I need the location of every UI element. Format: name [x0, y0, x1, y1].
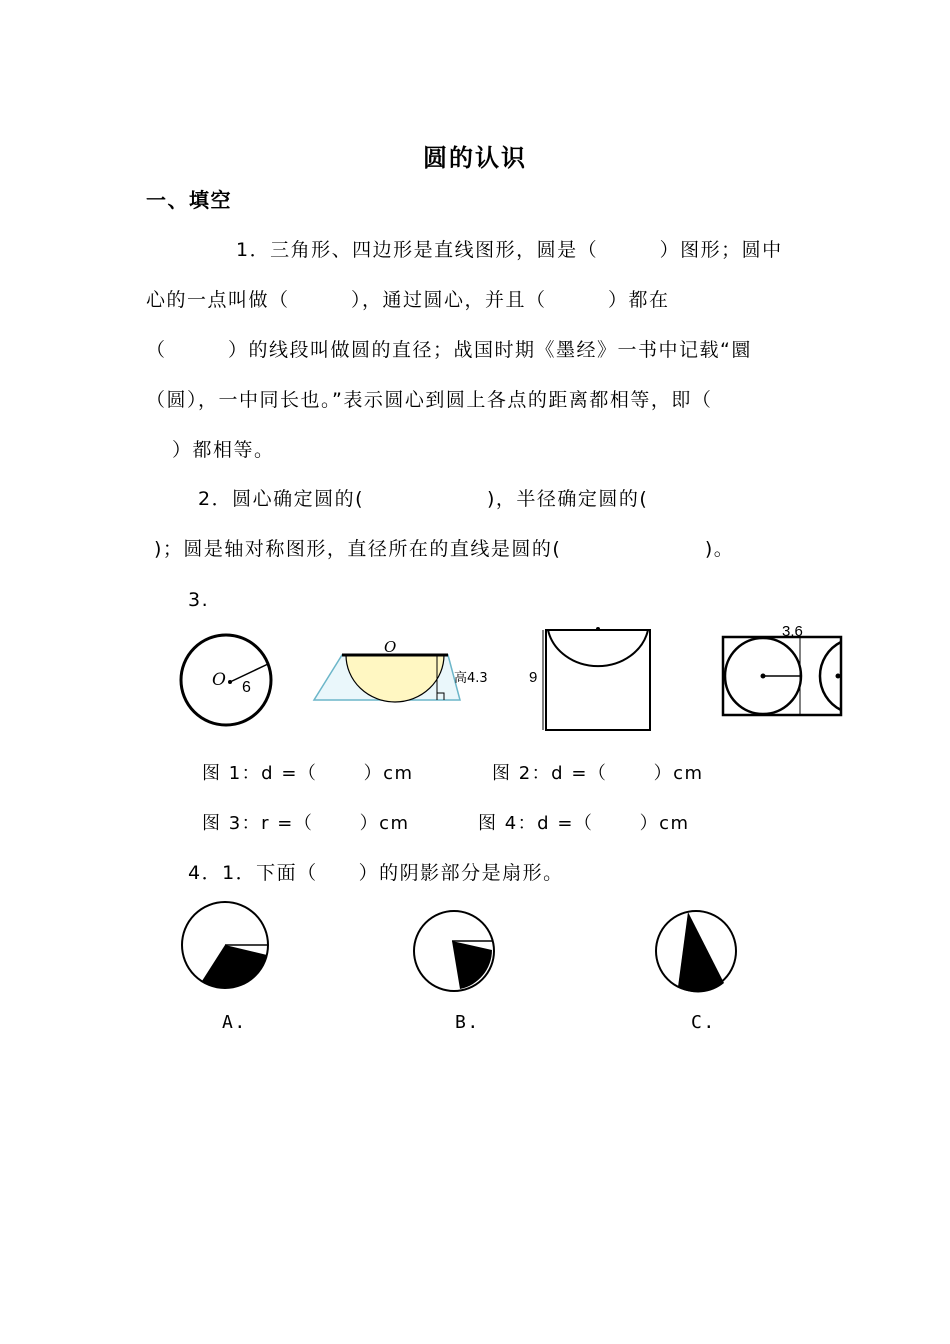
section-heading: 一、填空 — [146, 188, 232, 212]
figure-2-center-label: O — [384, 638, 397, 656]
q1-line-4: （圆），一中同长也。”表示圆心到圆上各点的距离都相等，即（ — [146, 389, 713, 411]
option-c-circle — [652, 908, 742, 994]
figure-2-trapezoid — [312, 638, 502, 708]
q1-line-3: （ ）的线段叫做圆的直径；战国时期《墨经》一书中记载“圜 — [146, 339, 752, 361]
q4-text: 4．1．下面（ ）的阴影部分是扇形。 — [188, 862, 564, 884]
figure-3-side-label: 9 — [529, 669, 538, 686]
figure-4-top-label: 3.6 — [782, 623, 803, 640]
figure-2-height-label: 高4.3 — [454, 671, 488, 686]
option-c-label: C. — [691, 1012, 716, 1033]
figure-3-answer: 图 3：r =（ ）cm — [202, 813, 410, 834]
q1-line-2: 心的一点叫做（ ），通过圆心，并且（ ）都在 — [146, 289, 670, 311]
option-a-label: A. — [222, 1012, 247, 1033]
figure-1-circle — [178, 630, 278, 730]
q2-line-1: 2．圆心确定圆的( )，半径确定圆的( — [198, 488, 649, 510]
figure-1-center-label: O — [212, 670, 226, 690]
page-title: 圆的认识 — [423, 144, 527, 172]
option-b-circle — [410, 910, 500, 994]
figure-1-answer: 图 1：d =（ ）cm — [202, 763, 414, 784]
q3-number: 3. — [188, 589, 210, 611]
figure-4-rectangle — [718, 620, 848, 720]
option-a-circle — [178, 898, 272, 992]
figure-2-answer: 图 2：d =（ ）cm — [492, 763, 704, 784]
q2-line-2: )；圆是轴对称图形，直径所在的直线是圆的( )。 — [154, 538, 735, 560]
figure-1-radius-label: 6 — [242, 679, 251, 696]
option-b-label: B. — [455, 1012, 480, 1033]
figure-3-square — [524, 622, 654, 734]
q1-line-1: 1．三角形、四边形是直线图形，圆是（ ）图形；圆中 — [236, 239, 783, 261]
figure-4-answer: 图 4：d =（ ）cm — [478, 813, 690, 834]
q1-line-5: ）都相等。 — [172, 439, 275, 461]
